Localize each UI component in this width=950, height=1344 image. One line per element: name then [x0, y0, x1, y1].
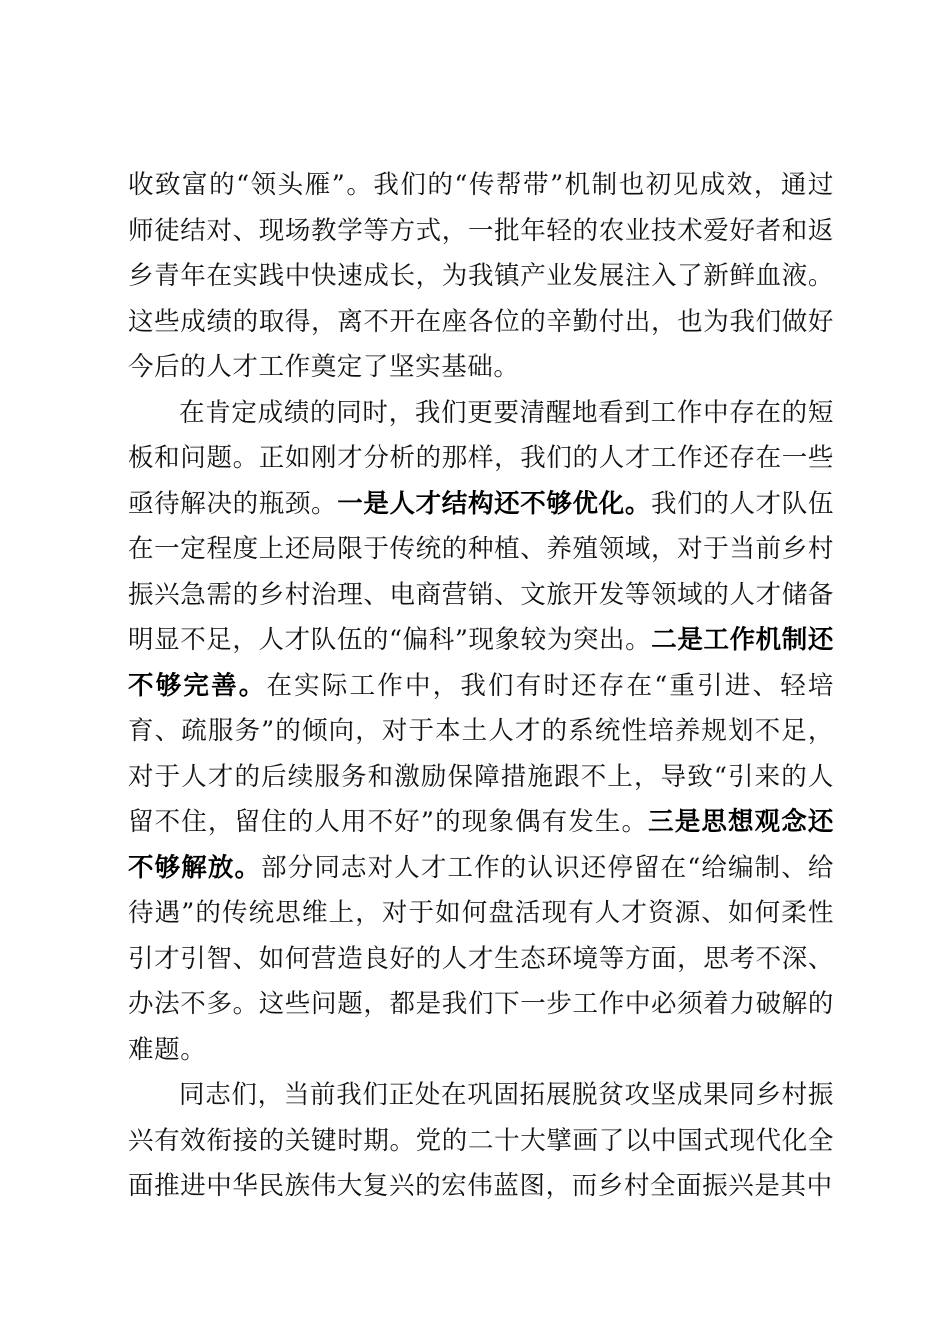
- paragraph-1: [128, 163, 834, 391]
- paragraph-text: 在肯定成绩的同时，我们更要清醒地看到工作中存在的短板和问题。正如刚才分析的那样，我们的人才工作还存在一些亟待解决的瓶颈。: [128, 397, 834, 519]
- paragraph-text: 同志们，当前我们正处在巩固拓展脱贫攻坚成果同乡村振兴有效衔接的关键时期。党的二十大擘画了以中国式现代化全面推进中华民族伟大复兴的宏伟蓝图，而乡村全面振兴是其中: [128, 1080, 834, 1201]
- paragraph-text: 我们的人才队伍在一定程度上还局限于传统的种植、养殖领域，对于当前乡村振兴急需的乡村治理、电商营销、文旅开发等领域的人才储备明显不足，人才队伍的“偏科”现象较为突出。: [128, 488, 834, 655]
- paragraph-3: [128, 1073, 834, 1210]
- paragraph-text: 部分同志对人才工作的认识还停留在“给编制、给待遇”的传统思维上，对于如何盘活现有人才资源、如何柔性引才引智、如何营造良好的人才生态环境等方面，思考不深、办法不多。这些问题，都是我们下一步工作中必须着力破解的难题。: [128, 852, 834, 1065]
- document-body: [128, 163, 834, 1210]
- paragraph-2: [128, 391, 834, 1074]
- bold-heading-mindset: 三是思想观念还不够解放。: [128, 807, 834, 883]
- paragraph-text: 在实际工作中，我们有时还存在“重引进、轻培育、疏服务”的倾向，对于本土人才的系统性培养规划不足，对于人才的后续服务和激励保障措施跟不上，导致“引来的人留不住，留住的人用不好”的现象偶有发生。: [128, 670, 834, 837]
- bold-heading-structure: 一是人才结构还不够优化。: [337, 488, 651, 519]
- bold-heading-mechanism: 二是工作机制还不够完善。: [128, 625, 834, 701]
- paragraph-text: 收致富的“领头雁”。我们的“传帮带”机制也初见成效，通过师徒结对、现场教学等方式，一批年轻的农业技术爱好者和返乡青年在实践中快速成长，为我镇产业发展注入了新鲜血液。这些成绩的取得，离不开在座各位的辛勤付出，也为我们做好今后的人才工作奠定了坚实基础。: [128, 170, 834, 382]
